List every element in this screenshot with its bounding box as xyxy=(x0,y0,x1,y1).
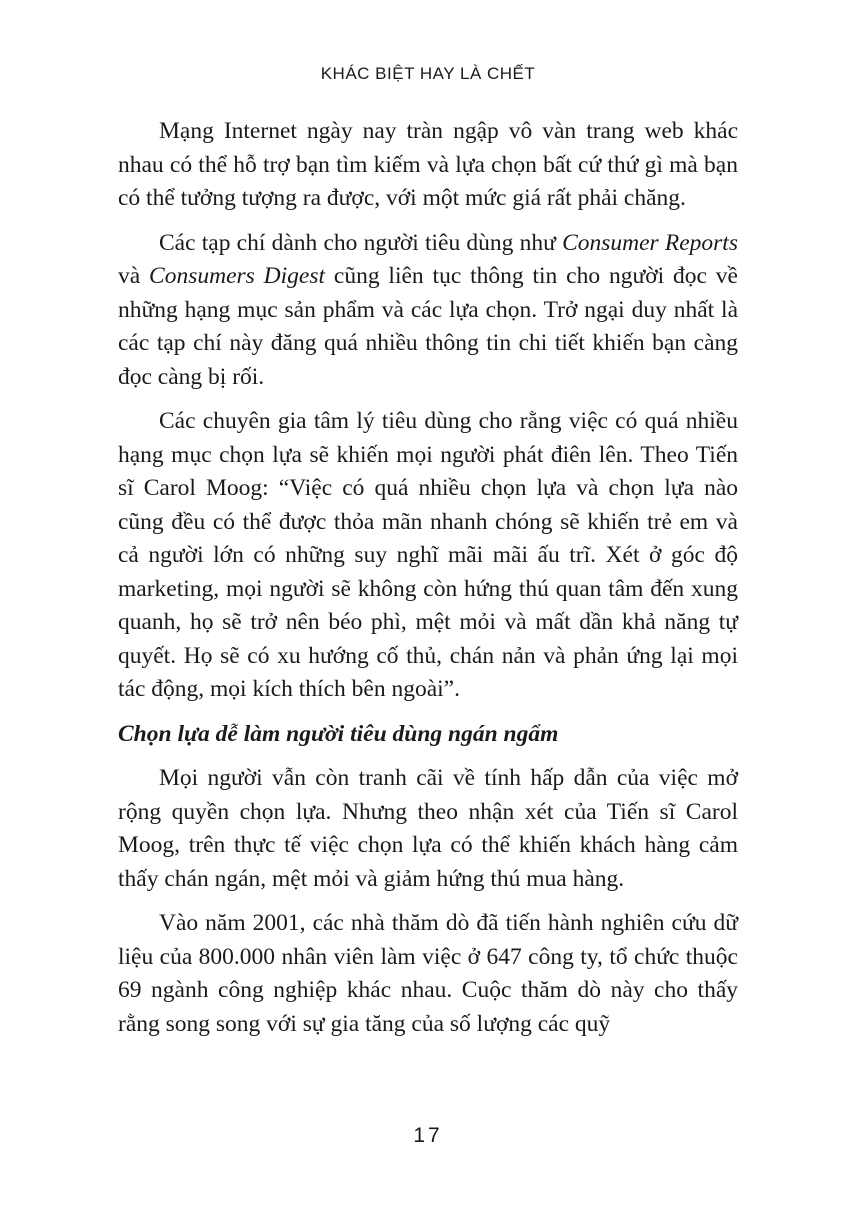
magazine-title-consumer-reports: Consumer Reports xyxy=(562,229,738,256)
paragraph-internet: Mạng Internet ngày nay tràn ngập vô vàn trang web khác nhau có thể hỗ trợ bạn tìm kiếm và lựa chọn bất cứ thứ gì mà bạn có thể tưởng tượng ra được, với một mức giá rất phải chăng. xyxy=(118,118,738,211)
section-heading: Chọn lựa dễ làm người tiêu dùng ngán ngẩm xyxy=(118,720,559,747)
page-number: 17 xyxy=(413,1124,443,1147)
magazine-title-consumers-digest: Consumers Digest xyxy=(149,263,326,289)
paragraph-magazines-text-2: và xyxy=(118,263,150,289)
paragraph-magazines-text-3: cũng liên tục thông tin cho người đọc về những hạng mục sản phẩm và các lựa chọn. Trở ngại duy nhất là các tạp chí này đăng quá nhiều thông tin chi tiết khiến bạn càng đọc càng bị rối. xyxy=(118,263,738,390)
running-header: KHÁC BIỆT HAY LÀ CHẾT xyxy=(320,64,536,83)
paragraph-survey-2001: Vào năm 2001, các nhà thăm dò đã tiến hành nghiên cứu dữ liệu của 800.000 nhân viên làm việc ở 647 công ty, tổ chức thuộc 69 ngành công nghiệp khác nhau. Cuộc thăm dò này cho thấy rằng song song với sự gia tăng của số lượng các quỹ xyxy=(118,910,738,1037)
paragraph-magazines-text-1: Các tạp chí dành cho người tiêu dùng như xyxy=(159,229,563,256)
paragraph-magazines xyxy=(118,227,738,395)
paragraph-debate: Mọi người vẫn còn tranh cãi về tính hấp dẫn của việc mở rộng quyền chọn lựa. Nhưng theo nhận xét của Tiến sĩ Carol Moog, trên thực tế việc chọn lựa có thể khiến khách hàng cảm thấy chán ngán, mệt mỏi và giảm hứng thú mua hàng. xyxy=(118,765,738,892)
paragraph-psychologists: Các chuyên gia tâm lý tiêu dùng cho rằng việc có quá nhiều hạng mục chọn lựa sẽ khiến mọi người phát điên lên. Theo Tiến sĩ Carol Moog: “Việc có quá nhiều chọn lựa và chọn lựa nào cũng đều có thể được thỏa mãn nhanh chóng sẽ khiến trẻ em và cả người lớn có những suy nghĩ mãi mãi ấu trĩ. Xét ở góc độ marketing, mọi người sẽ không còn hứng thú quan tâm đến xung quanh, họ sẽ trở nên béo phì, mệt mỏi và mất dần khả năng tự quyết. Họ sẽ có xu hướng cố thủ, chán nản và phản ứng lại mọi tác động, mọi kích thích bên ngoài”. xyxy=(118,408,738,702)
page-body xyxy=(118,115,738,1052)
